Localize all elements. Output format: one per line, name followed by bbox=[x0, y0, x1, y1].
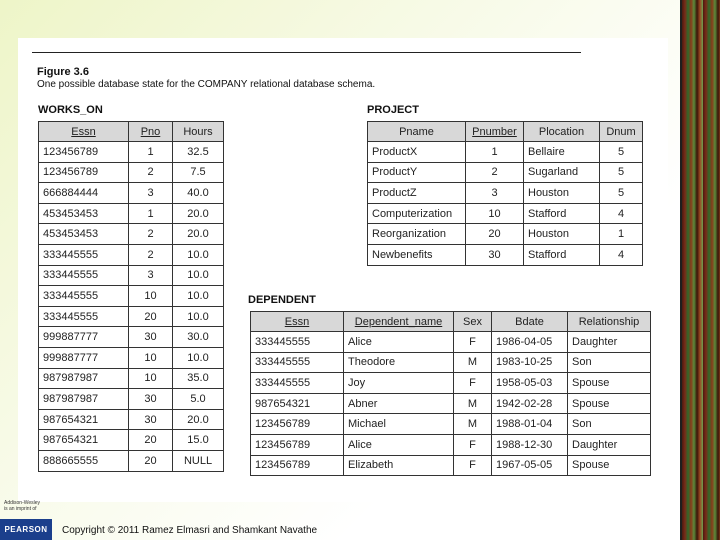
table-cell: M bbox=[454, 352, 492, 373]
table-cell: Bellaire bbox=[524, 142, 600, 163]
table-cell: 5 bbox=[600, 183, 643, 204]
table-header-row bbox=[368, 122, 643, 142]
table-cell: 1988-01-04 bbox=[492, 414, 568, 435]
table-cell: Computerization bbox=[368, 203, 466, 224]
table-cell: 1958-05-03 bbox=[492, 373, 568, 394]
table-cell: 15.0 bbox=[173, 430, 224, 451]
table-cell: M bbox=[454, 414, 492, 435]
table-cell: 1983-10-25 bbox=[492, 352, 568, 373]
table-cell: NULL bbox=[173, 450, 224, 471]
table-cell: 10.0 bbox=[173, 244, 224, 265]
table-row bbox=[368, 224, 643, 245]
table-cell: Newbenefits bbox=[368, 244, 466, 265]
table-row bbox=[251, 332, 651, 353]
table-cell: Alice bbox=[344, 434, 454, 455]
table-cell: ProductZ bbox=[368, 183, 466, 204]
table-cell: 888665555 bbox=[39, 450, 129, 471]
table-cell: 123456789 bbox=[39, 162, 129, 183]
table-cell: 2 bbox=[129, 162, 173, 183]
table-cell: Alice bbox=[344, 332, 454, 353]
table-row bbox=[39, 203, 224, 224]
copyright-text: Copyright © 2011 Ramez Elmasri and Shamkant Navathe bbox=[62, 525, 318, 536]
table-cell: 1 bbox=[600, 224, 643, 245]
table-cell: 333445555 bbox=[251, 352, 344, 373]
table-cell: 987654321 bbox=[251, 393, 344, 414]
table-cell: Joy bbox=[344, 373, 454, 394]
table-cell: F bbox=[454, 332, 492, 353]
table-cell: 2 bbox=[129, 244, 173, 265]
table-cell: Spouse bbox=[568, 393, 651, 414]
table-cell: 453453453 bbox=[39, 224, 129, 245]
table-row bbox=[251, 373, 651, 394]
table-cell: ProductY bbox=[368, 162, 466, 183]
table-cell: 20 bbox=[129, 450, 173, 471]
table-row bbox=[251, 414, 651, 435]
column-header: Pno bbox=[129, 122, 173, 142]
table-cell: 40.0 bbox=[173, 183, 224, 204]
table-row bbox=[39, 409, 224, 430]
table-cell: 1 bbox=[466, 142, 524, 163]
table-cell: Stafford bbox=[524, 203, 600, 224]
table-row bbox=[39, 286, 224, 307]
table-row bbox=[251, 434, 651, 455]
table-cell: 666884444 bbox=[39, 183, 129, 204]
table-cell: 987654321 bbox=[39, 409, 129, 430]
table-cell: ProductX bbox=[368, 142, 466, 163]
column-header: Dependent_name bbox=[344, 312, 454, 332]
table-cell: 1988-12-30 bbox=[492, 434, 568, 455]
table-cell: 4 bbox=[600, 203, 643, 224]
column-header: Pnumber bbox=[466, 122, 524, 142]
table-cell: 453453453 bbox=[39, 203, 129, 224]
works-on-table bbox=[38, 121, 224, 472]
table-cell: 999887777 bbox=[39, 327, 129, 348]
table-row bbox=[368, 183, 643, 204]
table-cell: 7.5 bbox=[173, 162, 224, 183]
table-cell: Abner bbox=[344, 393, 454, 414]
figure-title: Figure 3.6 bbox=[37, 66, 89, 78]
table-cell: 20 bbox=[129, 306, 173, 327]
table-cell: Son bbox=[568, 414, 651, 435]
table-cell: 35.0 bbox=[173, 368, 224, 389]
table-row bbox=[39, 450, 224, 471]
table-cell: 1 bbox=[129, 203, 173, 224]
table-cell: 10.0 bbox=[173, 347, 224, 368]
table-cell: 10.0 bbox=[173, 286, 224, 307]
table-row bbox=[39, 162, 224, 183]
table-cell: 123456789 bbox=[251, 414, 344, 435]
top-rule bbox=[32, 52, 581, 53]
table-row bbox=[368, 244, 643, 265]
table-cell: Elizabeth bbox=[344, 455, 454, 476]
table-cell: Spouse bbox=[568, 455, 651, 476]
table-row bbox=[368, 162, 643, 183]
table-cell: 1967-05-05 bbox=[492, 455, 568, 476]
dependent-table bbox=[250, 311, 651, 476]
column-header: Essn bbox=[39, 122, 129, 142]
table-cell: 3 bbox=[129, 265, 173, 286]
table-cell: 10 bbox=[129, 347, 173, 368]
table-cell: 30 bbox=[466, 244, 524, 265]
table-cell: 333445555 bbox=[39, 286, 129, 307]
table-cell: 30 bbox=[129, 389, 173, 410]
table-cell: 20 bbox=[129, 430, 173, 451]
table-cell: 333445555 bbox=[251, 373, 344, 394]
pearson-logo: PEARSON bbox=[0, 519, 52, 540]
table-cell: 2 bbox=[129, 224, 173, 245]
table-cell: F bbox=[454, 455, 492, 476]
table-cell: 5.0 bbox=[173, 389, 224, 410]
table-cell: M bbox=[454, 393, 492, 414]
table-cell: 30.0 bbox=[173, 327, 224, 348]
table-cell: Reorganization bbox=[368, 224, 466, 245]
column-header: Relationship bbox=[568, 312, 651, 332]
table-cell: 333445555 bbox=[39, 244, 129, 265]
table-cell: 123456789 bbox=[251, 434, 344, 455]
table-row bbox=[39, 244, 224, 265]
column-header: Bdate bbox=[492, 312, 568, 332]
table-cell: Houston bbox=[524, 224, 600, 245]
table-cell: 3 bbox=[466, 183, 524, 204]
table-cell: 333445555 bbox=[39, 306, 129, 327]
table-cell: 10 bbox=[129, 286, 173, 307]
table-row bbox=[368, 203, 643, 224]
table-cell: 10.0 bbox=[173, 265, 224, 286]
table-row bbox=[368, 142, 643, 163]
table-cell: Daughter bbox=[568, 332, 651, 353]
table-row bbox=[39, 306, 224, 327]
table-cell: 30 bbox=[129, 409, 173, 430]
table-cell: 5 bbox=[600, 142, 643, 163]
project-table bbox=[367, 121, 643, 266]
table-cell: 123456789 bbox=[39, 142, 129, 163]
table-row bbox=[39, 265, 224, 286]
column-header: Pname bbox=[368, 122, 466, 142]
table-cell: Son bbox=[568, 352, 651, 373]
column-header: Essn bbox=[251, 312, 344, 332]
table-cell: 2 bbox=[466, 162, 524, 183]
table-cell: Stafford bbox=[524, 244, 600, 265]
table-cell: 10 bbox=[466, 203, 524, 224]
table-row bbox=[39, 142, 224, 163]
column-header: Plocation bbox=[524, 122, 600, 142]
table-row bbox=[251, 393, 651, 414]
table-cell: Daughter bbox=[568, 434, 651, 455]
table-row bbox=[39, 368, 224, 389]
table-cell: 123456789 bbox=[251, 455, 344, 476]
table-row bbox=[39, 183, 224, 204]
figure-caption: One possible database state for the COMPANY relational database schema. bbox=[37, 79, 376, 90]
table-header-row bbox=[251, 312, 651, 332]
project-title: PROJECT bbox=[367, 104, 419, 116]
table-cell: 987987987 bbox=[39, 368, 129, 389]
table-cell: 10 bbox=[129, 368, 173, 389]
publisher-mark bbox=[4, 500, 40, 512]
table-cell: 20 bbox=[466, 224, 524, 245]
table-cell: 1942-02-28 bbox=[492, 393, 568, 414]
table-row bbox=[39, 224, 224, 245]
table-cell: 987987987 bbox=[39, 389, 129, 410]
table-cell: 20.0 bbox=[173, 203, 224, 224]
table-cell: 999887777 bbox=[39, 347, 129, 368]
table-cell: 30 bbox=[129, 327, 173, 348]
table-cell: 987654321 bbox=[39, 430, 129, 451]
table-cell: 4 bbox=[600, 244, 643, 265]
table-cell: 333445555 bbox=[39, 265, 129, 286]
dependent-title: DEPENDENT bbox=[248, 294, 316, 306]
decorative-sidebar bbox=[682, 0, 720, 540]
table-cell: 10.0 bbox=[173, 306, 224, 327]
table-header-row bbox=[39, 122, 224, 142]
works-on-title: WORKS_ON bbox=[38, 104, 103, 116]
table-cell: 20.0 bbox=[173, 409, 224, 430]
table-row bbox=[39, 430, 224, 451]
column-header: Dnum bbox=[600, 122, 643, 142]
publisher-mark-text: Addison-Wesley is an imprint of bbox=[4, 500, 41, 512]
table-cell: F bbox=[454, 434, 492, 455]
table-cell: 20.0 bbox=[173, 224, 224, 245]
table-cell: Theodore bbox=[344, 352, 454, 373]
table-cell: 32.5 bbox=[173, 142, 224, 163]
table-cell: Michael bbox=[344, 414, 454, 435]
table-cell: 1 bbox=[129, 142, 173, 163]
table-cell: Houston bbox=[524, 183, 600, 204]
table-cell: 333445555 bbox=[251, 332, 344, 353]
table-cell: F bbox=[454, 373, 492, 394]
column-header: Hours bbox=[173, 122, 224, 142]
table-row bbox=[39, 327, 224, 348]
column-header: Sex bbox=[454, 312, 492, 332]
table-cell: 3 bbox=[129, 183, 173, 204]
table-row bbox=[251, 455, 651, 476]
table-cell: Spouse bbox=[568, 373, 651, 394]
table-cell: 1986-04-05 bbox=[492, 332, 568, 353]
table-cell: Sugarland bbox=[524, 162, 600, 183]
table-row bbox=[39, 347, 224, 368]
table-row bbox=[251, 352, 651, 373]
table-row bbox=[39, 389, 224, 410]
table-cell: 5 bbox=[600, 162, 643, 183]
